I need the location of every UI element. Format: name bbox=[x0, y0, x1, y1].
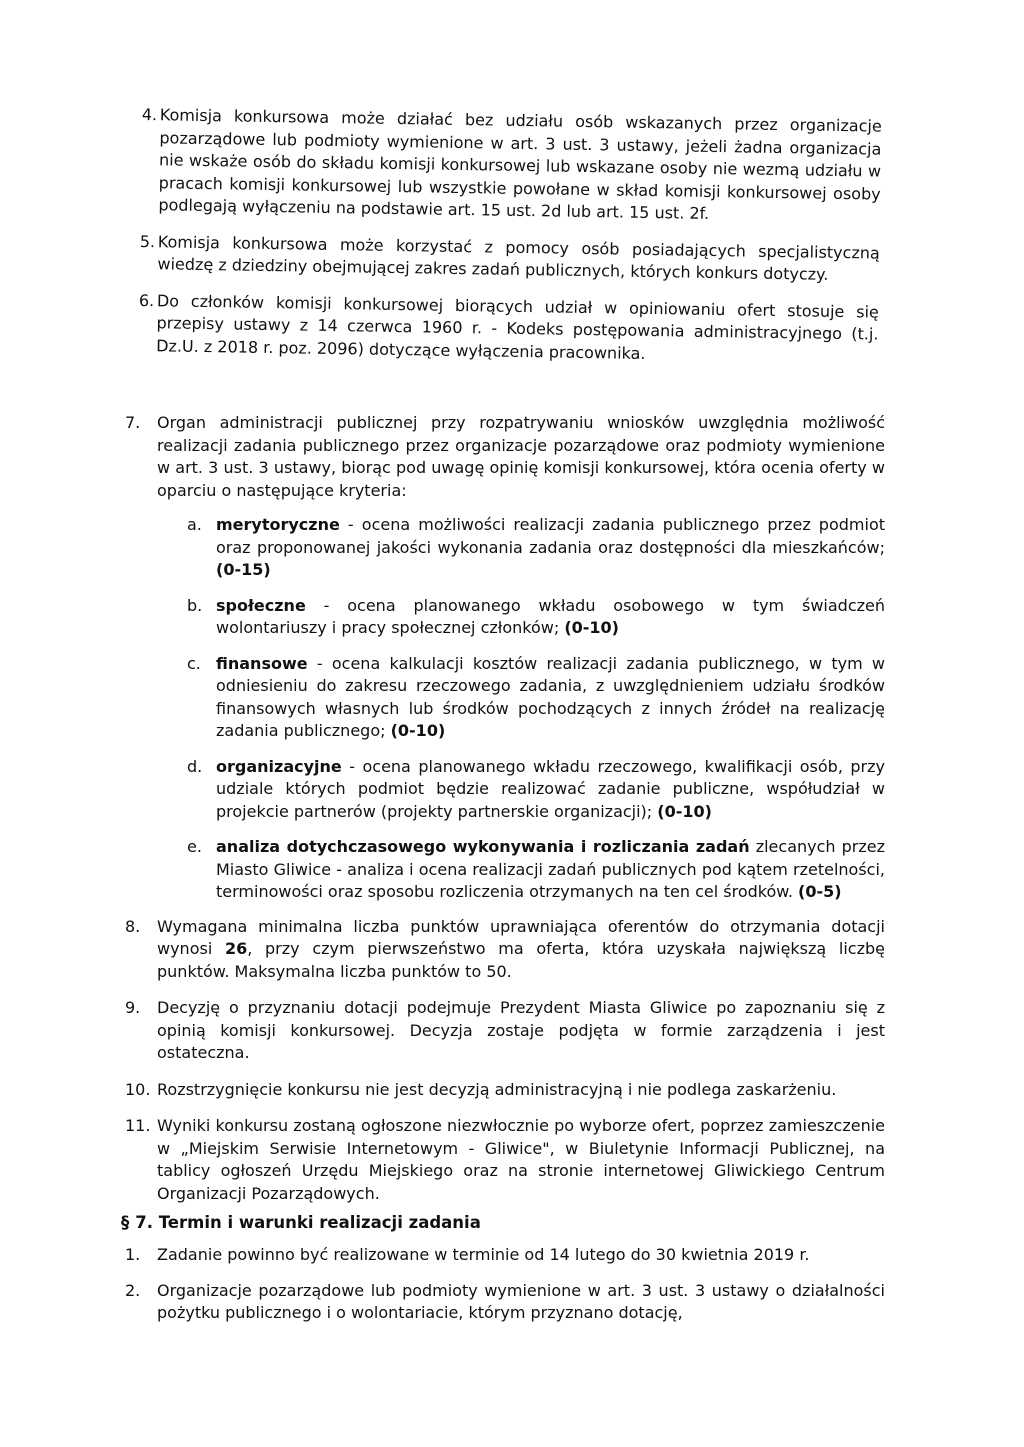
item-number: 4. bbox=[141, 104, 158, 125]
criterion-score: (0-10) bbox=[390, 721, 446, 740]
criterion-name: organizacyjne bbox=[216, 756, 342, 776]
criterion-score: (0-10) bbox=[657, 801, 712, 821]
criterion-item bbox=[187, 653, 885, 743]
item-number: 8. bbox=[125, 916, 141, 936]
criterion-text: zlecanych przez Miasto Gliwice - analiza i ocena realizacji zadań publicznych pod kątem rzetelności, terminowości oraz sposobu rozliczenia otrzymanych na ten cel środków. bbox=[216, 837, 885, 901]
item-number: 2. bbox=[125, 1280, 141, 1300]
criterion-name: społeczne bbox=[216, 595, 306, 615]
item-text: Organ administracji publicznej przy rozpatrywaniu wniosków uwzględnia możliwość realizacji zadania publicznego przez organizacje pozarządowe oraz podmioty wymienione w art. 3 ust. 3 ustawy, biorąc pod uwagę opinię komisji konkursowej, która ocenia oferty w oparciu o następujące kryteria: bbox=[157, 413, 885, 500]
section-title: 7. Termin i warunki realizacji zadania bbox=[135, 1213, 481, 1232]
item-number: 6. bbox=[138, 290, 155, 310]
criterion-letter: e. bbox=[187, 837, 202, 856]
criterion-score: (0-15) bbox=[216, 560, 271, 579]
criterion-score: (0-5) bbox=[798, 882, 842, 901]
items-7-11 bbox=[125, 412, 885, 1219]
item-text: Decyzję o przyznaniu dotacji podejmuje Prezydent Miasta Gliwice po zapoznaniu się z opinią komisji konkursowej. Decyzja zostaje podjęta w formie zarządzenia i jest ostateczna. bbox=[157, 998, 885, 1062]
item-number: 1. bbox=[125, 1245, 141, 1264]
section-heading bbox=[121, 1212, 481, 1235]
item-text: Organizacje pozarządowe lub podmioty wymienione w art. 3 ust. 3 ustawy o działalności pożytku publicznego i o wolontariacie, którym przyznano dotację, bbox=[157, 1280, 885, 1322]
list-item bbox=[125, 1115, 885, 1205]
criterion-letter: c. bbox=[187, 653, 201, 673]
items-4-6 bbox=[138, 104, 882, 383]
list-item bbox=[125, 1244, 885, 1267]
item-text: Wyniki konkursu zostaną ogłoszone niezwłocznie po wyborze ofert, poprzez zamieszczenie w „Miejskim Serwisie Internetowym - Gliwice", w Biuletynie Informacji Publicznej, na tablicy ogłoszeń Urzędu Miejskiego oraz na stronie internetowej Gliwickiego Centrum Organizacji Pozarządowych. bbox=[157, 1116, 885, 1203]
criterion-text: - ocena możliwości realizacji zadania publicznego przez podmiot oraz proponowanej jakości wykonania zadania oraz dostępności dla mieszkańców; bbox=[216, 515, 885, 557]
criterion-name: finansowe bbox=[216, 653, 308, 673]
list-item bbox=[125, 1079, 885, 1102]
item-number: 9. bbox=[125, 998, 141, 1017]
list-item bbox=[138, 289, 879, 368]
criterion-item bbox=[187, 595, 885, 640]
section-symbol: § bbox=[121, 1213, 130, 1232]
list-item bbox=[125, 412, 885, 502]
item-text: Komisja konkursowa może działać bez udziału osób wskazanych przez organizacje pozarządowe lub podmioty wymienione w art. 3 ust. 3 ustawy, jeżeli żadna organizacja nie wskaże osób do składu komisji konkursowej lub wskazane osoby nie wezmą udziału w pracach komisji konkursowej lub wszystkie powołane w skład komisji konkursowej osoby podlegają wyłączeniu na podstawie art. 15 ust. 2d lub art. 15 ust. 2f. bbox=[158, 105, 882, 223]
item-text: Zadanie powinno być realizowane w terminie od 14 lutego do 30 kwietnia 2019 r. bbox=[157, 1245, 810, 1264]
item-text: Komisja konkursowa może korzystać z pomocy osób posiadających specjalistyczną wiedzę z dziedziny obejmującej zakres zadań publicznych, których konkurs dotyczy. bbox=[157, 231, 880, 284]
item-text: Rozstrzygnięcie konkursu nie jest decyzją administracyjną i nie podlega zaskarżeniu. bbox=[157, 1079, 837, 1099]
criterion-letter: d. bbox=[187, 756, 203, 776]
list-item bbox=[125, 916, 885, 984]
list-item bbox=[125, 1280, 885, 1325]
item-number: 10. bbox=[125, 1079, 151, 1099]
criterion-letter: a. bbox=[187, 515, 202, 534]
section-items bbox=[125, 1244, 885, 1339]
list-item bbox=[139, 230, 880, 287]
criterion-item bbox=[187, 836, 885, 904]
item-number: 11. bbox=[125, 1116, 151, 1135]
criterion-name: merytoryczne bbox=[216, 515, 340, 534]
criterion-text: - ocena planowanego wkładu rzeczowego, kwalifikacji osób, przy udziale których podmiot będzie realizować zadanie publiczne, współudział w projekcie partnerów (projekty partnerskie organizacji); bbox=[216, 756, 885, 821]
item-number: 7. bbox=[125, 413, 141, 432]
list-item bbox=[140, 104, 882, 228]
item-text: Do członków komisji konkursowej biorących udział w opiniowaniu ofert stosuje się przepisy ustawy z 14 czerwca 1960 r. - Kodeks postępowania administracyjnego (t.j. Dz.U. z 2018 r. poz. 2096) dotyczące wyłączenia pracownika. bbox=[156, 290, 879, 363]
criterion-item bbox=[187, 756, 885, 824]
criterion-text: - ocena kalkulacji kosztów realizacji zadania publicznego, w tym w odniesieniu do zakresu rzeczowego zadania, z uwzględnieniem udziału środków finansowych własnych lub środków pochodzących z innych źródeł na realizację zadania publicznego; bbox=[216, 653, 885, 740]
criterion-name: analiza dotychczasowego wykonywania i rozliczania zadań bbox=[216, 837, 750, 856]
criterion-text: - ocena planowanego wkładu osobowego w tym świadczeń wolontariuszy i pracy społecznej członków; bbox=[216, 595, 885, 637]
item-number: 5. bbox=[139, 231, 156, 251]
criterion-score: (0-10) bbox=[564, 618, 619, 637]
item-text: Wymagana minimalna liczba punktów uprawniająca oferentów do otrzymania dotacji wynosi 26, przy czym pierwszeństwo ma oferta, która uzyskała największą liczbę punktów. Maksymalna liczba punktów to 50. bbox=[157, 916, 885, 981]
criterion-letter: b. bbox=[187, 595, 203, 615]
list-item bbox=[125, 997, 885, 1065]
criterion-item bbox=[187, 514, 885, 582]
